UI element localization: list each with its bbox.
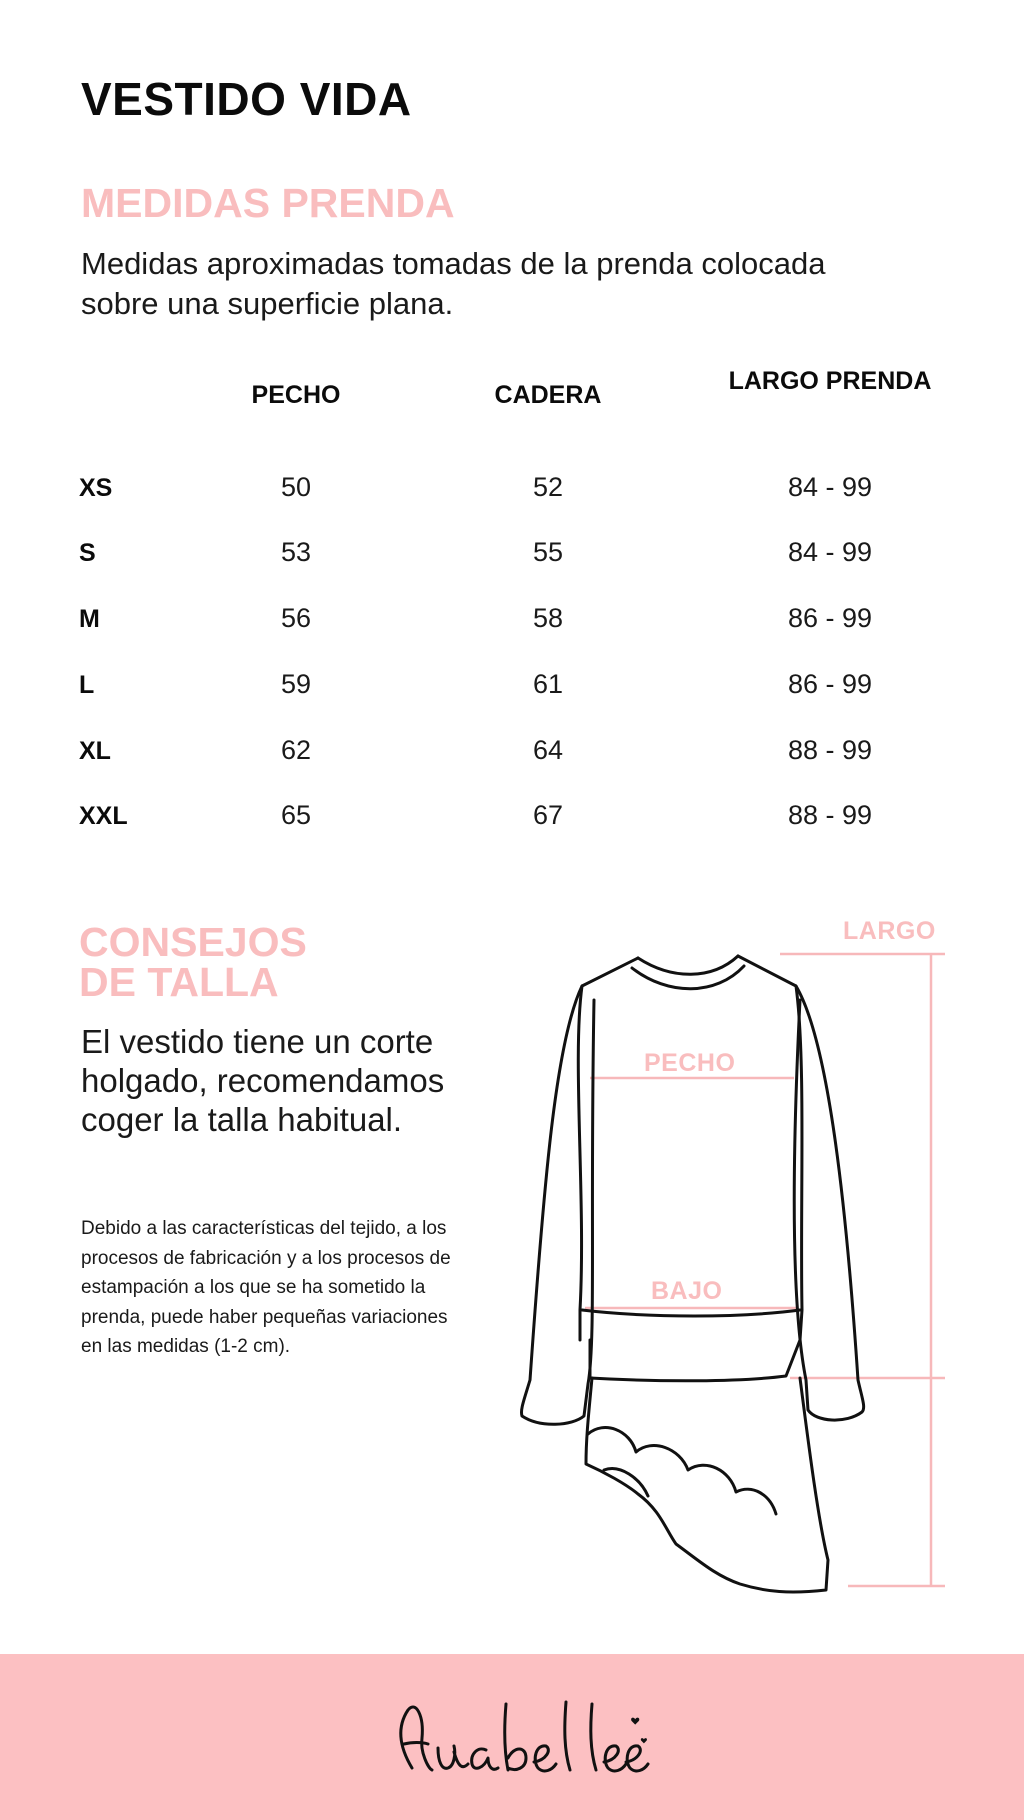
garment-diagram — [500, 900, 1000, 1600]
pecho-value: 62 — [280, 735, 312, 765]
cadera-value: 61 — [532, 669, 564, 699]
pecho-value: 56 — [280, 603, 312, 633]
column-header-largo: LARGO PRENDA — [728, 367, 932, 395]
pecho-value: 59 — [280, 669, 312, 699]
cadera-value: 64 — [532, 735, 564, 765]
size-label: XL — [79, 737, 111, 765]
largo-value: 86 - 99 — [787, 669, 873, 699]
largo-value: 86 - 99 — [787, 603, 873, 633]
advice-heading-line2: DE TALLA — [79, 959, 279, 1005]
footer-band — [0, 1654, 1024, 1820]
largo-value: 88 - 99 — [787, 800, 873, 830]
diagram-label-bajo: BAJO — [651, 1277, 723, 1305]
size-label: XXL — [79, 802, 128, 830]
pecho-value: 53 — [280, 537, 312, 567]
pecho-value: 50 — [280, 472, 312, 502]
cadera-value: 58 — [532, 603, 564, 633]
largo-value: 84 - 99 — [787, 537, 873, 567]
advice-note: Debido a las características del tejido, a los procesos de fabricación y a los procesos de estampación a los que se ha sometido la prenda, puede haber pequeñas variaciones en las medidas (1-2 cm). — [81, 1218, 451, 1357]
advice-heading-line1: CONSEJOS — [79, 919, 307, 965]
advice-text: El vestido tiene un corte holgado, recomendamos coger la talla habitual. — [81, 1023, 445, 1138]
measurements-description: Medidas aproximadas tomadas de la prenda colocada sobre una superficie plana. — [81, 246, 826, 321]
size-label: L — [79, 671, 95, 699]
cadera-value: 52 — [532, 472, 564, 502]
cadera-value: 67 — [532, 800, 564, 830]
largo-value: 88 - 99 — [787, 735, 873, 765]
column-header-cadera: CADERA — [494, 381, 602, 409]
size-label: S — [79, 539, 96, 567]
brand-logo-text — [0, 1654, 1, 1655]
cadera-value: 55 — [532, 537, 564, 567]
advice-heading — [79, 919, 307, 1005]
largo-value: 84 - 99 — [787, 472, 873, 502]
pecho-value: 65 — [280, 800, 312, 830]
size-label: M — [79, 605, 100, 633]
diagram-label-largo: LARGO — [843, 917, 936, 945]
column-header-pecho: PECHO — [251, 381, 341, 409]
page-title: VESTIDO VIDA — [81, 73, 412, 125]
measurement-lines — [585, 954, 945, 1586]
size-label: XS — [79, 474, 113, 502]
diagram-label-pecho: PECHO — [644, 1049, 736, 1077]
brand-logo-icon — [382, 1688, 652, 1788]
measurements-heading: MEDIDAS PRENDA — [81, 180, 455, 226]
